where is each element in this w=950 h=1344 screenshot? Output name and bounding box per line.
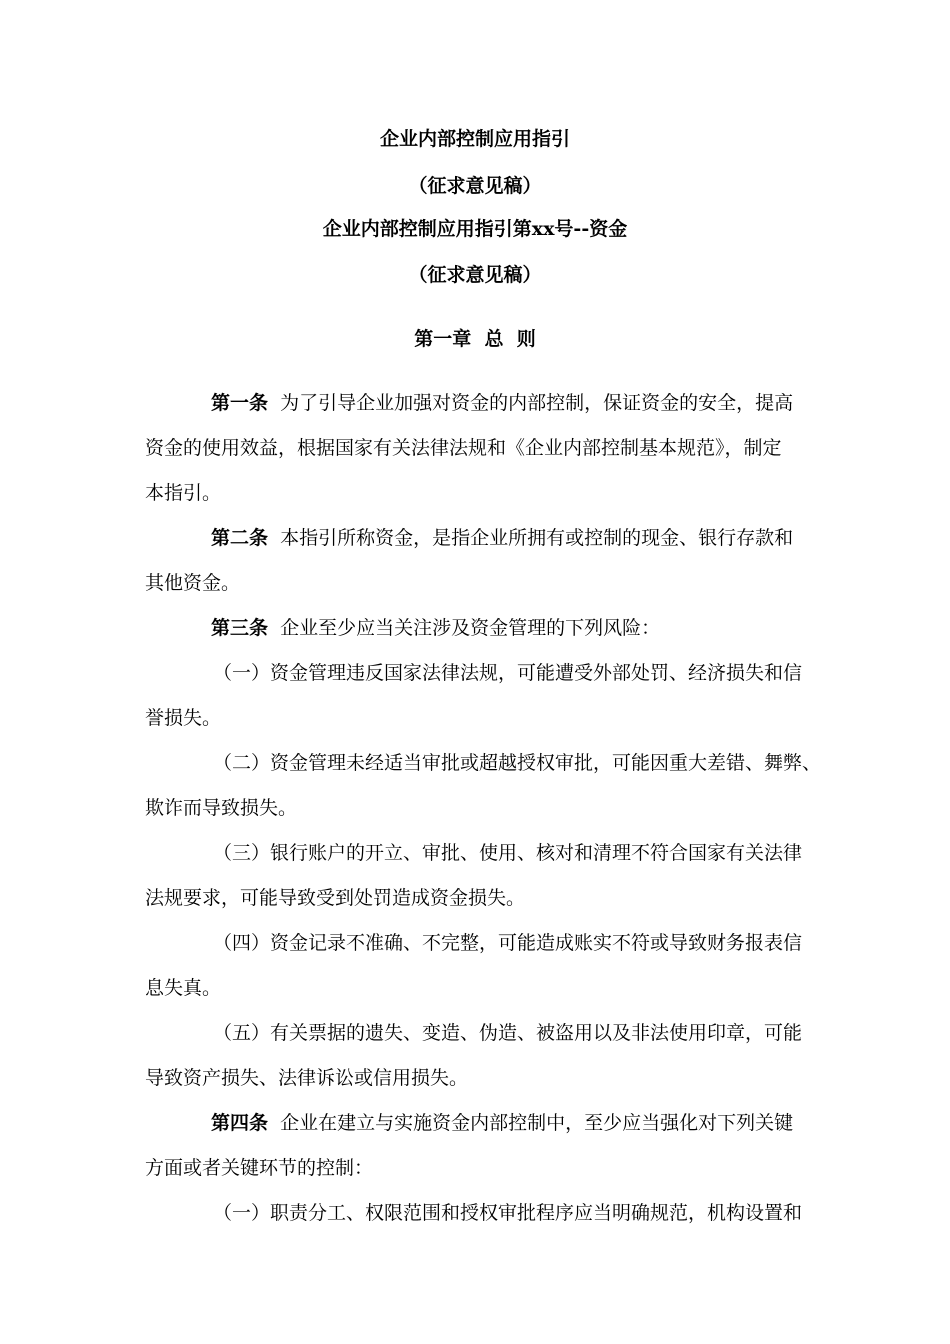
document-title: 企业内部控制应用指引 bbox=[379, 128, 570, 150]
article-number: 第四条 bbox=[211, 1112, 269, 1134]
article-3-item-5-line-2: 导致资产损失、法律诉讼或信用损失。 bbox=[145, 1067, 469, 1089]
article-4-item-1-line-1: （一）职责分工、权限范围和授权审批程序应当明确规范，机构设置和 bbox=[213, 1202, 803, 1224]
article-3-item-3-line-2: 法规要求，可能导致受到处罚造成资金损失。 bbox=[145, 887, 526, 909]
article-3-item-4-line-1: （四）资金记录不准确、不完整，可能造成账实不符或导致财务报表信 bbox=[213, 932, 803, 954]
article-text: 企业至少应当关注涉及资金管理的下列风险： bbox=[280, 617, 661, 639]
article-3-item-1-line-2: 誉损失。 bbox=[145, 707, 222, 729]
guideline-title: 企业内部控制应用指引第xx号--资金 bbox=[322, 218, 628, 240]
article-3-item-4-line-2: 息失真。 bbox=[145, 977, 222, 999]
guideline-subtitle: （征求意见稿） bbox=[408, 264, 542, 286]
chapter-title: 第一章 总 则 bbox=[414, 328, 536, 350]
article-1-line-1 bbox=[211, 391, 793, 415]
article-number: 第二条 bbox=[211, 527, 269, 549]
article-number: 第一条 bbox=[211, 392, 269, 414]
article-3-item-2-line-1: （二）资金管理未经适当审批或超越授权审批，可能因重大差错、舞弊、 bbox=[213, 752, 822, 774]
article-3-line-1 bbox=[211, 616, 660, 640]
article-number: 第三条 bbox=[211, 617, 269, 639]
document-subtitle: （征求意见稿） bbox=[408, 175, 542, 197]
article-2-line-2: 其他资金。 bbox=[145, 572, 241, 594]
article-2-line-1 bbox=[211, 526, 793, 550]
article-text: 企业在建立与实施资金内部控制中，至少应当强化对下列关键 bbox=[280, 1112, 794, 1134]
article-text: 本指引所称资金，是指企业所拥有或控制的现金、银行存款和 bbox=[280, 527, 794, 549]
article-3-item-1-line-1: （一）资金管理违反国家法律法规，可能遭受外部处罚、经济损失和信 bbox=[213, 662, 803, 684]
article-4-line-2: 方面或者关键环节的控制： bbox=[145, 1157, 374, 1179]
article-3-item-2-line-2: 欺诈而导致损失。 bbox=[145, 797, 298, 819]
article-3-item-3-line-1: （三）银行账户的开立、审批、使用、核对和清理不符合国家有关法律 bbox=[213, 842, 803, 864]
article-3-item-5-line-1: （五）有关票据的遗失、变造、伪造、被盗用以及非法使用印章，可能 bbox=[213, 1022, 803, 1044]
article-1-line-3: 本指引。 bbox=[145, 482, 222, 504]
article-1-line-2: 资金的使用效益，根据国家有关法律法规和《企业内部控制基本规范》，制定 bbox=[145, 437, 782, 459]
article-4-line-1 bbox=[211, 1111, 793, 1135]
article-text: 为了引导企业加强对资金的内部控制，保证资金的安全，提高 bbox=[280, 392, 794, 414]
